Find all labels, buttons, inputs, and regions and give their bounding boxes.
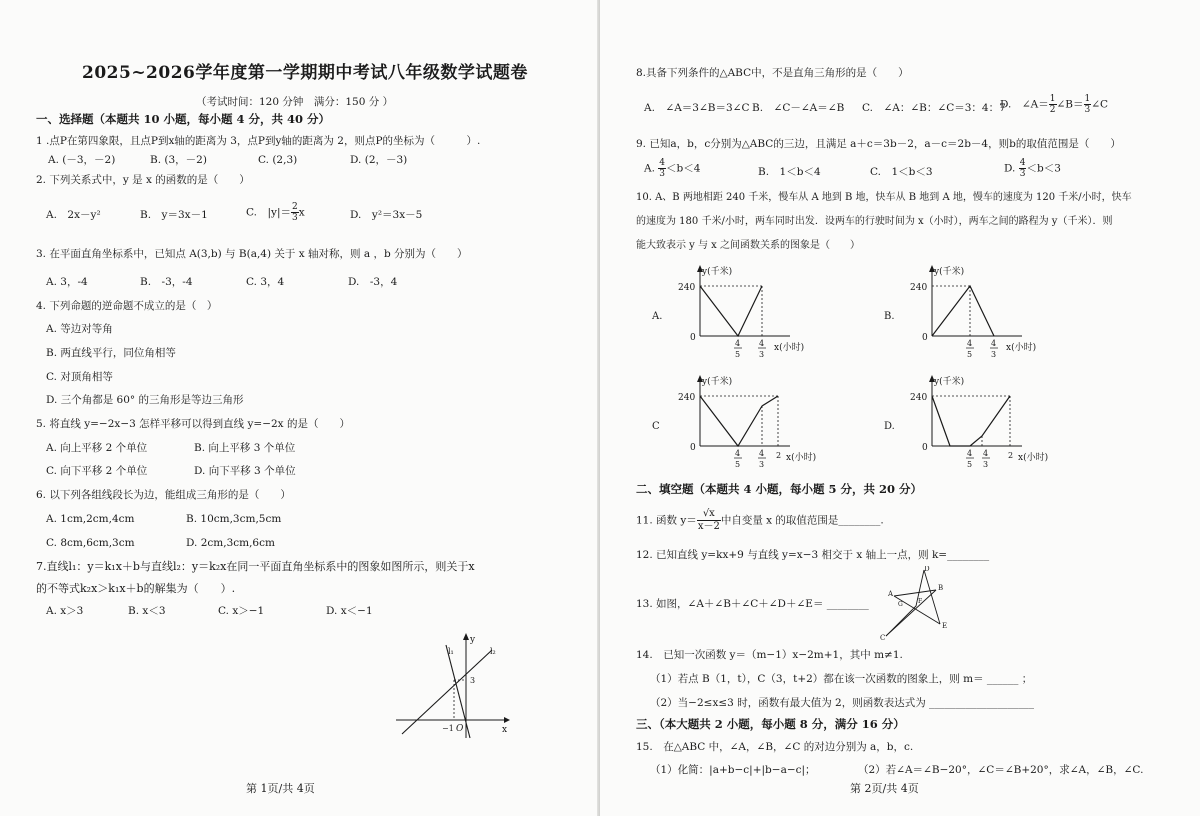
point-f: F — [918, 598, 923, 605]
q3-option-c: C. 3，4 — [246, 276, 285, 288]
graph-c-zero: 0 — [690, 443, 696, 453]
edge-a-b — [894, 590, 936, 596]
x-axis-arrow — [504, 717, 510, 723]
q1-option-c: C. (2,3) — [258, 154, 298, 166]
q1-stem: 1 .点P在第四象限，且点P到x轴的距离为 3，点P到y轴的距离为 2，则点P的坐标为（ ）. — [36, 135, 481, 147]
graph-c-t3: 2 — [776, 451, 782, 460]
q10-graph-c — [640, 372, 830, 472]
graph-a-zero: 0 — [690, 333, 696, 343]
graph-b-t1-num: 4 — [967, 339, 973, 348]
label-l1: l₁ — [448, 647, 454, 656]
q6-option-c: C. 8cm,6cm,3cm — [46, 537, 135, 549]
q5-option-a: A. 向上平移 2 个单位 — [46, 442, 148, 454]
q11: 11. 函数 y＝ $\frac{√x}{x-2}$ 中自变量 x 的取值范围是________. — [636, 508, 884, 532]
graph-a-ylabel: y(千米) — [702, 267, 733, 277]
graph-c-ylabel: y(千米) — [702, 377, 733, 387]
q7-stem-line2: 的不等式k₂x＞k₁x＋b的解集为（ ）. — [36, 582, 236, 595]
graph-d-curve — [932, 396, 1010, 446]
q9-option-c: C. 1＜b＜3 — [870, 166, 933, 178]
q13-star-figure — [874, 566, 954, 642]
graph-b-240: 240 — [910, 283, 928, 293]
q2-option-d: D. y²＝3x－5 — [350, 209, 423, 221]
vertex-d: D — [924, 566, 930, 573]
section-fill-heading: 二、填空题（本题共 4 小题，每小题 5 分，共 20 分） — [636, 482, 923, 496]
q1-option-a: A. (－3，－2) — [48, 154, 116, 166]
q12: 12. 已知直线 y=kx+9 与直线 y=x−3 相交于 x 轴上一点，则 k=________ — [636, 549, 990, 561]
q15-part2: （2）若∠A＝∠B−20°，∠C＝∠B+20°，求∠A，∠B，∠C. — [858, 764, 1144, 776]
q15-stem: 15. 在△ABC 中，∠A，∠B，∠C 的对边分别为 a，b，c. — [636, 741, 914, 753]
q10-line1: 10. A、B 两地相距 240 千米，慢车从 A 地到 B 地，快车从 B 地到 A 地，慢车的速度为 120 千米/小时，快车 — [636, 192, 1132, 203]
q10-line2: 的速度为 180 千米/小时，两车同时出发．设两车的行驶时间为 x（小时），两车之间的路程为 y（千米）．则 — [636, 216, 1113, 227]
y-axis-arrow — [463, 633, 469, 640]
graph-a-label: A. — [652, 311, 663, 322]
q2-stem: 2. 下列关系式中，y 是 x 的函数的是（ ） — [36, 174, 250, 186]
label-y: y — [470, 635, 476, 645]
label-origin: O — [456, 724, 464, 734]
q8-option-d: D. ∠A＝ $\frac{1}{2}$ ∠B＝ $\frac{1}{3}$ ∠C — [1000, 94, 1109, 115]
q3-option-d: D. -3，4 — [348, 276, 398, 288]
vertex-e: E — [942, 622, 948, 630]
q8-option-c: C. ∠A：∠B：∠C＝3：4：7 — [862, 102, 1006, 114]
graph-c-label: C — [652, 421, 660, 432]
q5-option-c: C. 向下平移 2 个单位 — [46, 465, 148, 477]
graph-c-curve — [700, 396, 778, 446]
graph-d-240: 240 — [910, 393, 928, 403]
q5-option-d: D. 向下平移 3 个单位 — [194, 465, 296, 477]
vertex-a: A — [888, 590, 894, 598]
graph-c-t1-den: 5 — [735, 460, 741, 469]
q9-stem: 9. 已知a，b，c分别为△ABC的三边，且满足 a＋c＝3b－2，a－c＝2b－4，则b的取值范围是（ ） — [636, 138, 1121, 150]
graph-d-zero: 0 — [922, 443, 928, 453]
exam-title: 2025~2026学年度第一学期期中考试八年级数学试题卷 — [82, 63, 528, 83]
graph-b-t2-den: 3 — [991, 350, 997, 359]
point-g: G — [898, 601, 903, 608]
graph-c-t1-num: 4 — [735, 449, 741, 458]
q14-part2: （2）当−2≤x≤3 时，函数有最大值为 2，则函数表达式为 ____________________ — [650, 697, 1035, 709]
graph-c-xlabel: x(小时) — [786, 453, 817, 463]
graph-b-t2-num: 4 — [991, 339, 997, 348]
q3-option-b: B. -3，-4 — [140, 276, 193, 288]
graph-d-t1-num: 4 — [967, 449, 973, 458]
vertex-b: B — [938, 584, 944, 592]
q1-option-b: B. (3，－2) — [150, 154, 207, 166]
graph-d-label: D. — [884, 421, 895, 432]
section-three-heading: 三、（本大题共 2 小题，每小题 8 分，满分 16 分） — [636, 717, 905, 731]
graph-d-t2-num: 4 — [983, 449, 989, 458]
q7-option-d: D. x＜−1 — [326, 605, 373, 617]
q3-option-a: A. 3，-4 — [46, 276, 88, 288]
q8-option-a: A. ∠A＝3∠B＝3∠C — [644, 102, 750, 114]
q10-line3: 能大致表示 y 与 x 之间函数关系的图象是（ ） — [636, 240, 861, 251]
edge-b-c — [886, 590, 936, 636]
q14-part1: （1）若点 B（1，t），C（3，t+2）都在该一次函数的图象上，则 m＝ ______ ； — [650, 673, 1033, 685]
q2-option-c: C. |y|＝ $\frac{2}{3}$ x — [246, 202, 305, 223]
graph-d-t3: 2 — [1008, 451, 1014, 460]
q7-option-a: A. x＞3 — [46, 605, 84, 617]
graph-c-t2-num: 4 — [759, 449, 765, 458]
graph-b-zero: 0 — [922, 333, 928, 343]
q4-option-c: C. 对顶角相等 — [46, 371, 113, 383]
q4-option-b: B. 两直线平行，同位角相等 — [46, 347, 176, 359]
graph-b-xlabel: x(小时) — [1006, 343, 1037, 353]
q6-option-a: A. 1cm,2cm,4cm — [46, 513, 135, 525]
q7-line-graph — [392, 630, 512, 740]
q6-option-d: D. 2cm,3cm,6cm — [186, 537, 275, 549]
page-1-footer: 第 1页/共 4页 — [246, 782, 315, 795]
graph-a-t2-den: 3 — [759, 350, 765, 359]
vertex-c: C — [880, 634, 886, 642]
exam-info: （考试时间：120 分钟 满分：150 分 ） — [196, 96, 394, 108]
label-x: x — [502, 725, 508, 735]
graph-a-t1-den: 5 — [735, 350, 741, 359]
q8-stem: 8.具备下列条件的△ABC中，不是直角三角形的是（ ） — [636, 67, 909, 79]
graph-a-t1-num: 4 — [735, 339, 741, 348]
graph-a-t2-num: 4 — [759, 339, 765, 348]
graph-b-curve — [932, 286, 994, 336]
q9-option-d: D. $\frac{4}{3}$ ＜b＜3 — [1004, 158, 1061, 179]
q7-option-b: B. x＜3 — [128, 605, 166, 617]
graph-a-curve — [700, 286, 762, 336]
section-choice-heading: 一、选择题（本题共 10 小题，每小题 4 分，共 40 分） — [36, 112, 331, 126]
q6-stem: 6. 以下列各组线段长为边，能组成三角形的是（ ） — [36, 489, 291, 501]
q8-option-b: B. ∠C－∠A＝∠B — [752, 102, 845, 114]
q15-part1: （1）化简：|a+b−c|+|b−a−c|； — [650, 764, 816, 776]
graph-c-t2-den: 3 — [759, 460, 765, 469]
q7-option-c: C. x＞−1 — [218, 605, 265, 617]
label-neg-one: −1 — [442, 724, 454, 733]
graph-d-t1-den: 5 — [967, 460, 973, 469]
q9-option-a: A. $\frac{4}{3}$ ＜b＜4 — [644, 158, 701, 179]
graph-b-t1-den: 5 — [967, 350, 973, 359]
label-l2: l₂ — [490, 647, 496, 656]
graph-b-label: B. — [884, 311, 895, 322]
q4-option-a: A. 等边对等角 — [46, 323, 113, 335]
q14-stem: 14. 已知一次函数 y＝（m−1）x−2m+1，其中 m≠1. — [636, 649, 903, 661]
line-l2 — [402, 650, 492, 734]
graph-c-240: 240 — [678, 393, 696, 403]
graph-d-ylabel: y(千米) — [934, 377, 965, 387]
graph-d-xlabel: x(小时) — [1018, 453, 1049, 463]
q9-option-b: B. 1＜b＜4 — [758, 166, 821, 178]
q2-option-a: A. 2x－y² — [46, 209, 101, 221]
graph-a-xlabel: x(小时) — [774, 343, 805, 353]
q6-option-b: B. 10cm,3cm,5cm — [186, 513, 282, 525]
q3-stem: 3. 在平面直角坐标系中，已知点 A(3,b) 与 B(a,4) 关于 x 轴对称，则 a ，b 分别为（ ） — [36, 248, 468, 260]
graph-a-240: 240 — [678, 283, 696, 293]
q2-fraction: $\frac{2}{3}$ — [292, 202, 298, 223]
q5-option-b: B. 向上平移 3 个单位 — [194, 442, 296, 454]
exam-page-2 — [600, 0, 1200, 816]
graph-b-ylabel: y(千米) — [934, 267, 965, 277]
q4-option-d: D. 三个角都是 60° 的三角形是等边三角形 — [46, 394, 244, 406]
label-three: 3 — [470, 676, 476, 685]
q5-stem: 5. 将直线 y=−2x−3 怎样平移可以得到直线 y=−2x 的是（ ） — [36, 418, 350, 430]
graph-d-t2-den: 3 — [983, 460, 989, 469]
q10-graph-b — [872, 262, 1062, 362]
q2-option-b: B. y＝3x－1 — [140, 209, 208, 221]
q4-stem: 4. 下列命题的逆命题不成立的是（ ） — [36, 300, 218, 312]
q1-option-d: D. (2，－3) — [350, 154, 408, 166]
q10-graph-d — [872, 372, 1062, 472]
q13: 13. 如图，∠A＋∠B＋∠C＋∠D＋∠E＝ ________ — [636, 598, 869, 610]
q10-graph-a — [640, 262, 830, 362]
q7-stem-line1: 7.直线l₁：y＝k₁x＋b与直线l₂：y＝k₂x在同一平面直角坐标系中的图象如图所示，则关于x — [36, 560, 475, 573]
page-2-footer: 第 2页/共 4页 — [850, 782, 919, 795]
